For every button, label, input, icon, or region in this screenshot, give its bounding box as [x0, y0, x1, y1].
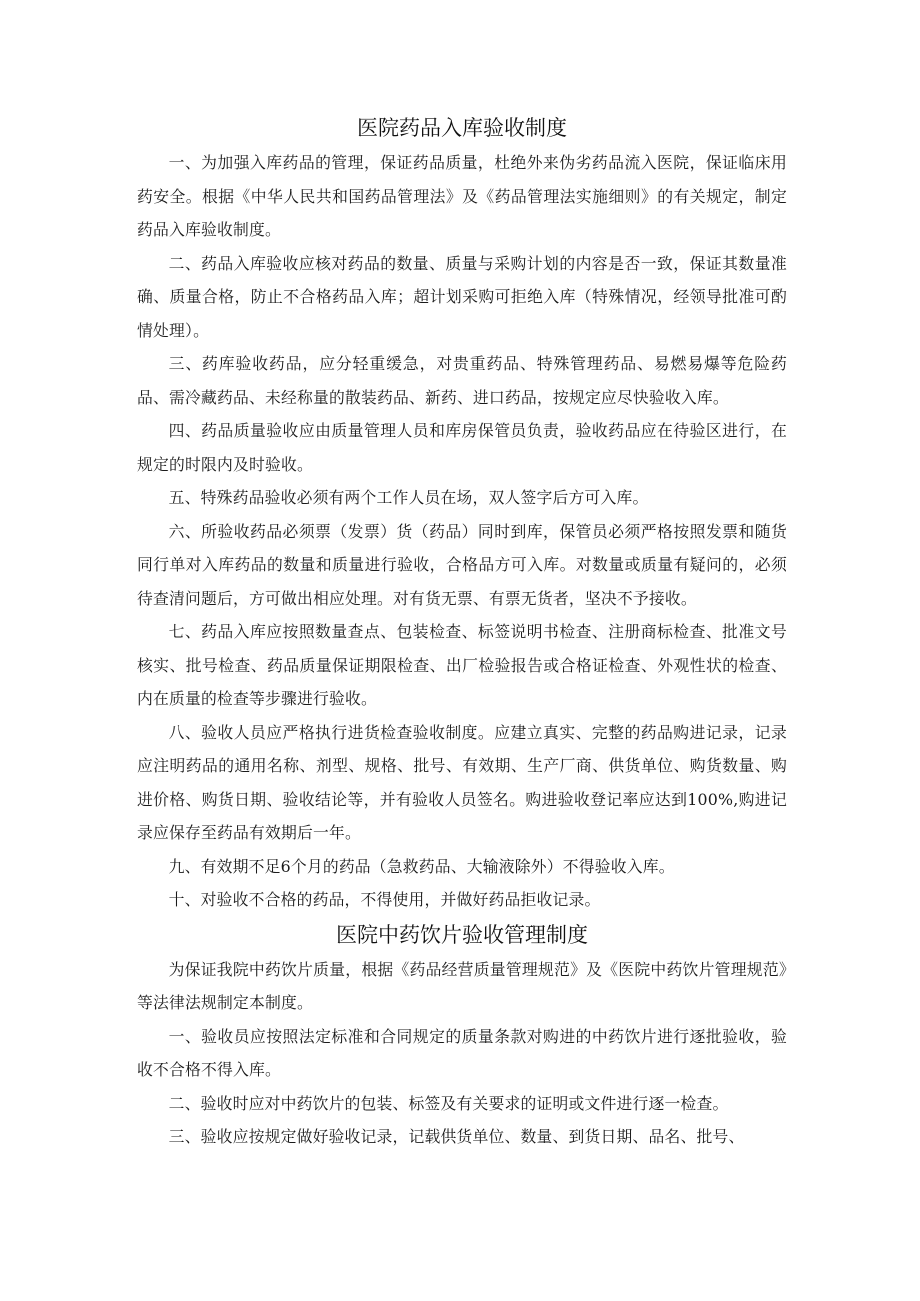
section-2-paragraph-4: 三、验收应按规定做好验收记录，记载供货单位、数量、到货日期、品名、批号、 — [168, 1127, 745, 1146]
section-1-paragraph-3: 三、药库验收药品，应分轻重缓急，对贵重药品、特殊管理药品、易燃易爆等危险药品、需冷藏药品、未经称量的散装药品、新药、进口药品，按规定应尽快验收入库。 — [137, 354, 787, 407]
section-1-paragraph-8: 八、验收人员应严格执行进货检查验收制度。应建立真实、完整的药品购进记录，记录应注明药品的通用名称、剂型、规格、批号、有效期、生产厂商、供货单位、购货数量、购进价格、购货日期、验收结论等，并有验收人员签名。购进验收登记率应达到100%,购进记录应保存至药品有效期后一年。 — [137, 722, 787, 842]
section-2-paragraph-2: 一、验收员应按照法定标准和合同规定的质量条款对购进的中药饮片进行逐批验收，验收不合格不得入库。 — [137, 1026, 787, 1079]
section-1-title: 医院药品入库验收制度 — [357, 116, 567, 140]
section-1-paragraph-6: 六、所验收药品必须票（发票）货（药品）同时到库，保管员必须严格按照发票和随货同行单对入库药品的数量和质量进行验收，合格品方可入库。对数量或质量有疑问的，必须待查清问题后，方可做出相应处理。对有货无票、有票无货者，坚决不予接收。 — [137, 521, 787, 608]
section-2-title: 医院中药饮片验收管理制度 — [336, 922, 588, 947]
section-2-paragraph-1: 为保证我院中药饮片质量，根据《药品经营质量管理规范》及《医院中药饮片管理规范》等法律法规制定本制度。 — [137, 959, 787, 1012]
section-1-paragraph-9: 九、有效期不足6个月的药品（急救药品、大输液除外）不得验收入库。 — [168, 856, 675, 876]
section-1-paragraph-4: 四、药品质量验收应由质量管理人员和库房保管员负责，验收药品应在待验区进行，在规定的时限内及时验收。 — [137, 421, 787, 474]
section-1-paragraph-5: 五、特殊药品验收必须有两个工作人员在场，双人签字后方可入库。 — [168, 488, 649, 507]
section-2-paragraph-3: 二、验收时应对中药饮片的包装、标签及有关要求的证明或文件进行逐一检查。 — [168, 1093, 729, 1113]
section-1-paragraph-1: 一、为加强入库药品的管理，保证药品质量，杜绝外来伪劣药品流入医院，保证临床用药安全。根据《中华人民共和国药品管理法》及《药品管理法实施细则》的有关规定，制定药品入库验收制度。 — [137, 153, 787, 239]
section-1-paragraph-7: 七、药品入库应按照数量查点、包装检查、标签说明书检查、注册商标检查、批准文号核实、批号检查、药品质量保证期限检查、出厂检验报告或合格证检查、外观性状的检查、内在质量的检查等步骤进行验收。 — [137, 622, 787, 708]
section-1-paragraph-2: 二、药品入库验收应核对药品的数量、质量与采购计划的内容是否一致，保证其数量准确、质量合格，防止不合格药品入库；超计划采购可拒绝入库（特殊情况，经领导批准可酌情处理）。 — [137, 253, 787, 340]
document-page — [137, 108, 787, 1154]
section-1-paragraph-10: 十、对验收不合格的药品，不得使用，并做好药品拒收记录。 — [168, 890, 601, 909]
